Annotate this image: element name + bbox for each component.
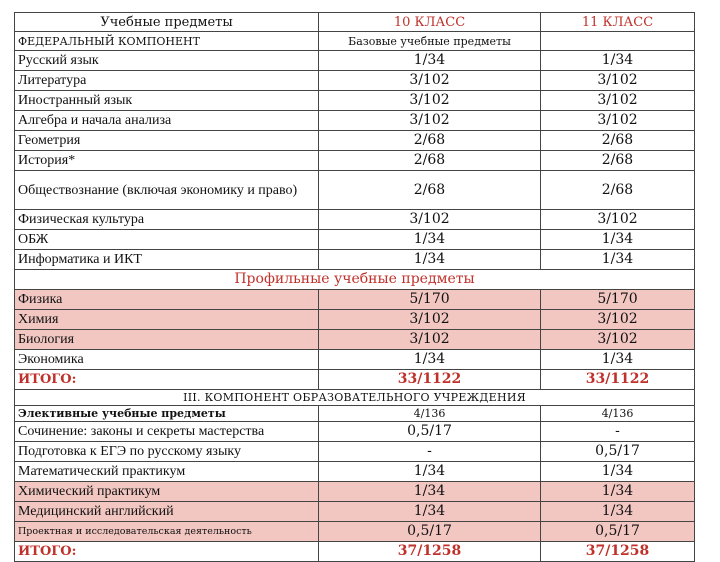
grade10-value: 5/170 xyxy=(319,290,541,310)
table-row xyxy=(15,151,695,171)
subject-name: Химия xyxy=(15,310,319,330)
grade11-value: 5/170 xyxy=(541,290,695,310)
federal-component-label: ФЕДЕРАЛЬНЫЙ КОМПОНЕНТ xyxy=(15,32,319,51)
grade10-value: 3/102 xyxy=(319,330,541,350)
elective-label: Элективные учебные предметы xyxy=(15,406,319,422)
table-row xyxy=(15,91,695,111)
school-component-heading: III. КОМПОНЕНТ ОБРАЗОВАТЕЛЬНОГО УЧРЕЖДЕНИЯ xyxy=(15,390,695,406)
grade10-value: 1/34 xyxy=(319,230,541,250)
grade10-value: - xyxy=(319,442,541,462)
grade11-value: 3/102 xyxy=(541,71,695,91)
grade11-value: 3/102 xyxy=(541,210,695,230)
grade11-value: 1/34 xyxy=(541,230,695,250)
subheader-row xyxy=(15,32,695,51)
grade10-value: 1/34 xyxy=(319,250,541,270)
grade11-value: 1/34 xyxy=(541,51,695,71)
basic-subjects-label: Базовые учебные предметы xyxy=(319,32,541,51)
grade11-value: 3/102 xyxy=(541,91,695,111)
subject-name: Литература xyxy=(15,71,319,91)
grade11-value: 2/68 xyxy=(541,151,695,171)
header-row xyxy=(15,13,695,32)
total-label: ИТОГО: xyxy=(15,542,319,562)
grade10-header: 10 КЛАСС xyxy=(319,13,541,32)
subject-name: Подготовка к ЕГЭ по русскому языку xyxy=(15,442,319,462)
subject-name: Иностранный язык xyxy=(15,91,319,111)
grade10-value: 1/34 xyxy=(319,51,541,71)
grade11-value: 3/102 xyxy=(541,310,695,330)
table-row xyxy=(15,330,695,350)
subject-name: Экономика xyxy=(15,350,319,370)
subject-name: Биология xyxy=(15,330,319,350)
subject-name: Алгебра и начала анализа xyxy=(15,111,319,131)
grade11-value: 2/68 xyxy=(541,131,695,151)
grade11-value: 1/34 xyxy=(541,482,695,502)
grade11-header: 11 КЛАСС xyxy=(541,13,695,32)
grade10-value: 3/102 xyxy=(319,91,541,111)
grade11-total: 33/1122 xyxy=(541,370,695,390)
grade10-value: 1/34 xyxy=(319,462,541,482)
grade10-value: 3/102 xyxy=(319,111,541,131)
grade11-value: 1/34 xyxy=(541,350,695,370)
grade11-value: 0,5/17 xyxy=(541,442,695,462)
table-row xyxy=(15,230,695,250)
table-row xyxy=(15,422,695,442)
table-row xyxy=(15,522,695,542)
profile-heading-row xyxy=(15,270,695,290)
grade10-total: 37/1258 xyxy=(319,542,541,562)
profile-subjects-heading: Профильные учебные предметы xyxy=(15,270,695,290)
table-row xyxy=(15,171,695,210)
table-row xyxy=(15,111,695,131)
curriculum-table xyxy=(14,12,695,562)
subject-name: ОБЖ xyxy=(15,230,319,250)
subject-name: Физическая культура xyxy=(15,210,319,230)
grade10-value: 0,5/17 xyxy=(319,522,541,542)
grade10-value: 3/102 xyxy=(319,310,541,330)
grade10-value: 3/102 xyxy=(319,71,541,91)
table-row xyxy=(15,210,695,230)
table-row xyxy=(15,250,695,270)
table-row xyxy=(15,290,695,310)
total-row xyxy=(15,370,695,390)
subject-name: Химический практикум xyxy=(15,482,319,502)
elective-header-row xyxy=(15,406,695,422)
subject-name: Информатика и ИКТ xyxy=(15,250,319,270)
subject-name: Сочинение: законы и секреты мастерства xyxy=(15,422,319,442)
grade10-value: 1/34 xyxy=(319,482,541,502)
table-row xyxy=(15,442,695,462)
section-row xyxy=(15,390,695,406)
subject-name: Обществознание (включая экономику и право) xyxy=(15,171,319,210)
grade10-value: 0,5/17 xyxy=(319,422,541,442)
grade10-value: 1/34 xyxy=(319,350,541,370)
table-row xyxy=(15,462,695,482)
grade11-value: 3/102 xyxy=(541,111,695,131)
grade10-value: 2/68 xyxy=(319,131,541,151)
subject-name: История* xyxy=(15,151,319,171)
grade11-value: 2/68 xyxy=(541,171,695,210)
table-row xyxy=(15,131,695,151)
empty-cell xyxy=(541,32,695,51)
table-row xyxy=(15,482,695,502)
grade11-total: 37/1258 xyxy=(541,542,695,562)
grade11-value: 1/34 xyxy=(541,250,695,270)
elective-grade11: 4/136 xyxy=(541,406,695,422)
subjects-header: Учебные предметы xyxy=(15,13,319,32)
total-row xyxy=(15,542,695,562)
grade11-value: - xyxy=(541,422,695,442)
grade11-value: 1/34 xyxy=(541,462,695,482)
subject-name: Математический практикум xyxy=(15,462,319,482)
grade10-value: 1/34 xyxy=(319,502,541,522)
table-row xyxy=(15,310,695,330)
curriculum-table-frame xyxy=(14,12,694,559)
subject-name: Геометрия xyxy=(15,131,319,151)
elective-grade10: 4/136 xyxy=(319,406,541,422)
table-row xyxy=(15,51,695,71)
grade10-value: 2/68 xyxy=(319,171,541,210)
subject-name: Физика xyxy=(15,290,319,310)
grade11-value: 1/34 xyxy=(541,502,695,522)
grade10-value: 3/102 xyxy=(319,210,541,230)
grade10-total: 33/1122 xyxy=(319,370,541,390)
table-row xyxy=(15,502,695,522)
grade10-value: 2/68 xyxy=(319,151,541,171)
grade11-value: 0,5/17 xyxy=(541,522,695,542)
table-row xyxy=(15,71,695,91)
total-label: ИТОГО: xyxy=(15,370,319,390)
subject-name: Русский язык xyxy=(15,51,319,71)
subject-name: Проектная и исследовательская деятельность xyxy=(15,522,319,542)
subject-name: Медицинский английский xyxy=(15,502,319,522)
grade11-value: 3/102 xyxy=(541,330,695,350)
table-row xyxy=(15,350,695,370)
